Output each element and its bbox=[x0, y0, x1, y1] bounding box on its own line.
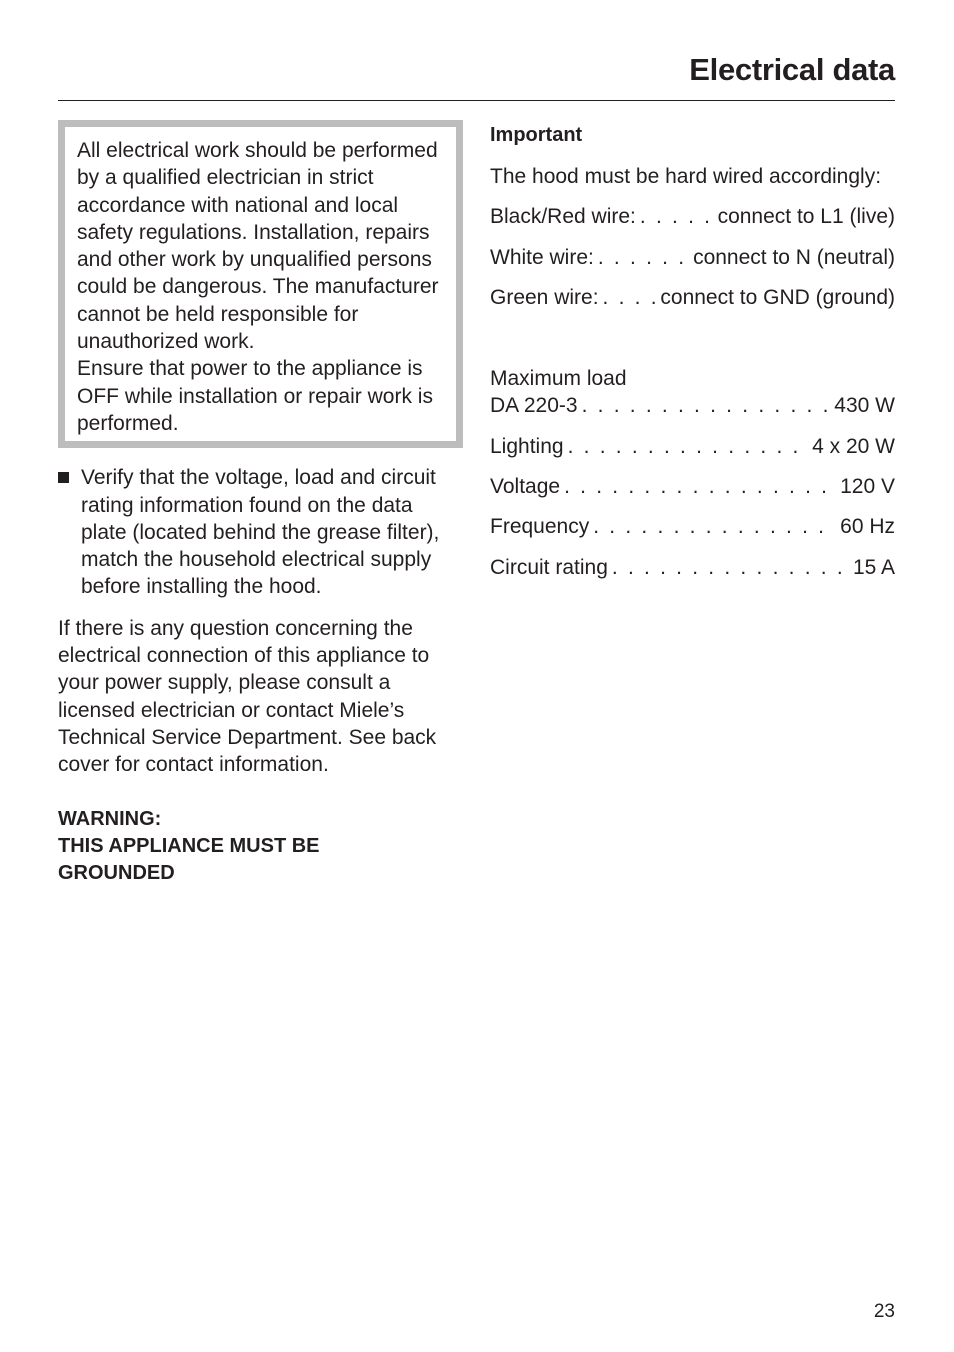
spec-label: DA 220-3 bbox=[490, 394, 578, 418]
wiring-row bbox=[490, 203, 895, 230]
leader-dots bbox=[582, 392, 831, 419]
spec-row bbox=[490, 554, 895, 581]
wiring-row bbox=[490, 284, 895, 311]
leader-dots bbox=[598, 244, 689, 271]
spec-row bbox=[490, 473, 895, 500]
spec-value: 430 W bbox=[834, 394, 895, 418]
wiring-row bbox=[490, 244, 895, 271]
spec-value: 120 V bbox=[840, 475, 895, 499]
grounding-warning bbox=[58, 806, 463, 888]
wiring-label: White wire: bbox=[490, 245, 594, 269]
left-column bbox=[58, 120, 463, 887]
safety-warning-box bbox=[58, 120, 463, 448]
wiring-label: Black/Red wire: bbox=[490, 205, 636, 229]
leader-dots bbox=[612, 554, 849, 581]
spec-value: 15 A bbox=[852, 555, 895, 579]
spec-value: 4 x 20 W bbox=[812, 434, 895, 458]
contact-paragraph: If there is any question concerning the electrical connection of this appliance to your power supply, please consult a licensed electrician or contact Miele’s Technical Service Department. See back cover for contact information. bbox=[58, 616, 437, 777]
spec-label: Circuit rating bbox=[490, 555, 608, 579]
leader-dots bbox=[568, 433, 809, 460]
leader-dots bbox=[564, 473, 836, 500]
leader-dots bbox=[640, 203, 714, 230]
warning-line: GROUNDED bbox=[58, 862, 175, 885]
title-divider bbox=[58, 100, 895, 101]
max-load-label: Maximum load bbox=[490, 367, 627, 391]
warning-line: THIS APPLIANCE MUST BE bbox=[58, 834, 320, 857]
important-heading: Important bbox=[490, 124, 583, 146]
right-column bbox=[490, 122, 895, 581]
wiring-value: connect to L1 (live) bbox=[717, 205, 895, 229]
leader-dots bbox=[593, 513, 836, 540]
warning-box-text: Ensure that power to the appliance is OFF while installation or repair work is performed. bbox=[77, 357, 433, 435]
spec-label: Lighting bbox=[490, 434, 564, 458]
spec-label: Voltage bbox=[490, 475, 561, 499]
wiring-value: connect to GND (ground) bbox=[660, 285, 895, 309]
bullet-item bbox=[58, 464, 463, 600]
page-title: Electrical data bbox=[689, 52, 895, 87]
wiring-intro: The hood must be hard wired accordingly: bbox=[490, 165, 882, 188]
spec-row bbox=[490, 513, 895, 540]
page-number: 23 bbox=[873, 1301, 895, 1322]
bullet-text: Verify that the voltage, load and circuit rating information found on the data plate (located behind the grease filter), match the household electrical supply before installing the hood. bbox=[81, 466, 440, 599]
spec-value: 60 Hz bbox=[840, 515, 895, 539]
wiring-label: Green wire: bbox=[490, 285, 599, 309]
warning-line: WARNING: bbox=[58, 807, 162, 830]
spec-row bbox=[490, 433, 895, 460]
spec-label: Frequency bbox=[490, 515, 590, 539]
wiring-value: connect to N (neutral) bbox=[693, 245, 895, 269]
leader-dots bbox=[603, 284, 657, 311]
warning-box-text: All electrical work should be performed by a qualified electrician in strict accordance with national and local safety regulations. Installation, repairs and other work by unqualified persons could be dangerous. The manufacturer cannot be held responsible for unauthorized work. bbox=[77, 139, 439, 354]
square-bullet-icon bbox=[58, 472, 69, 483]
spec-row bbox=[490, 392, 895, 419]
